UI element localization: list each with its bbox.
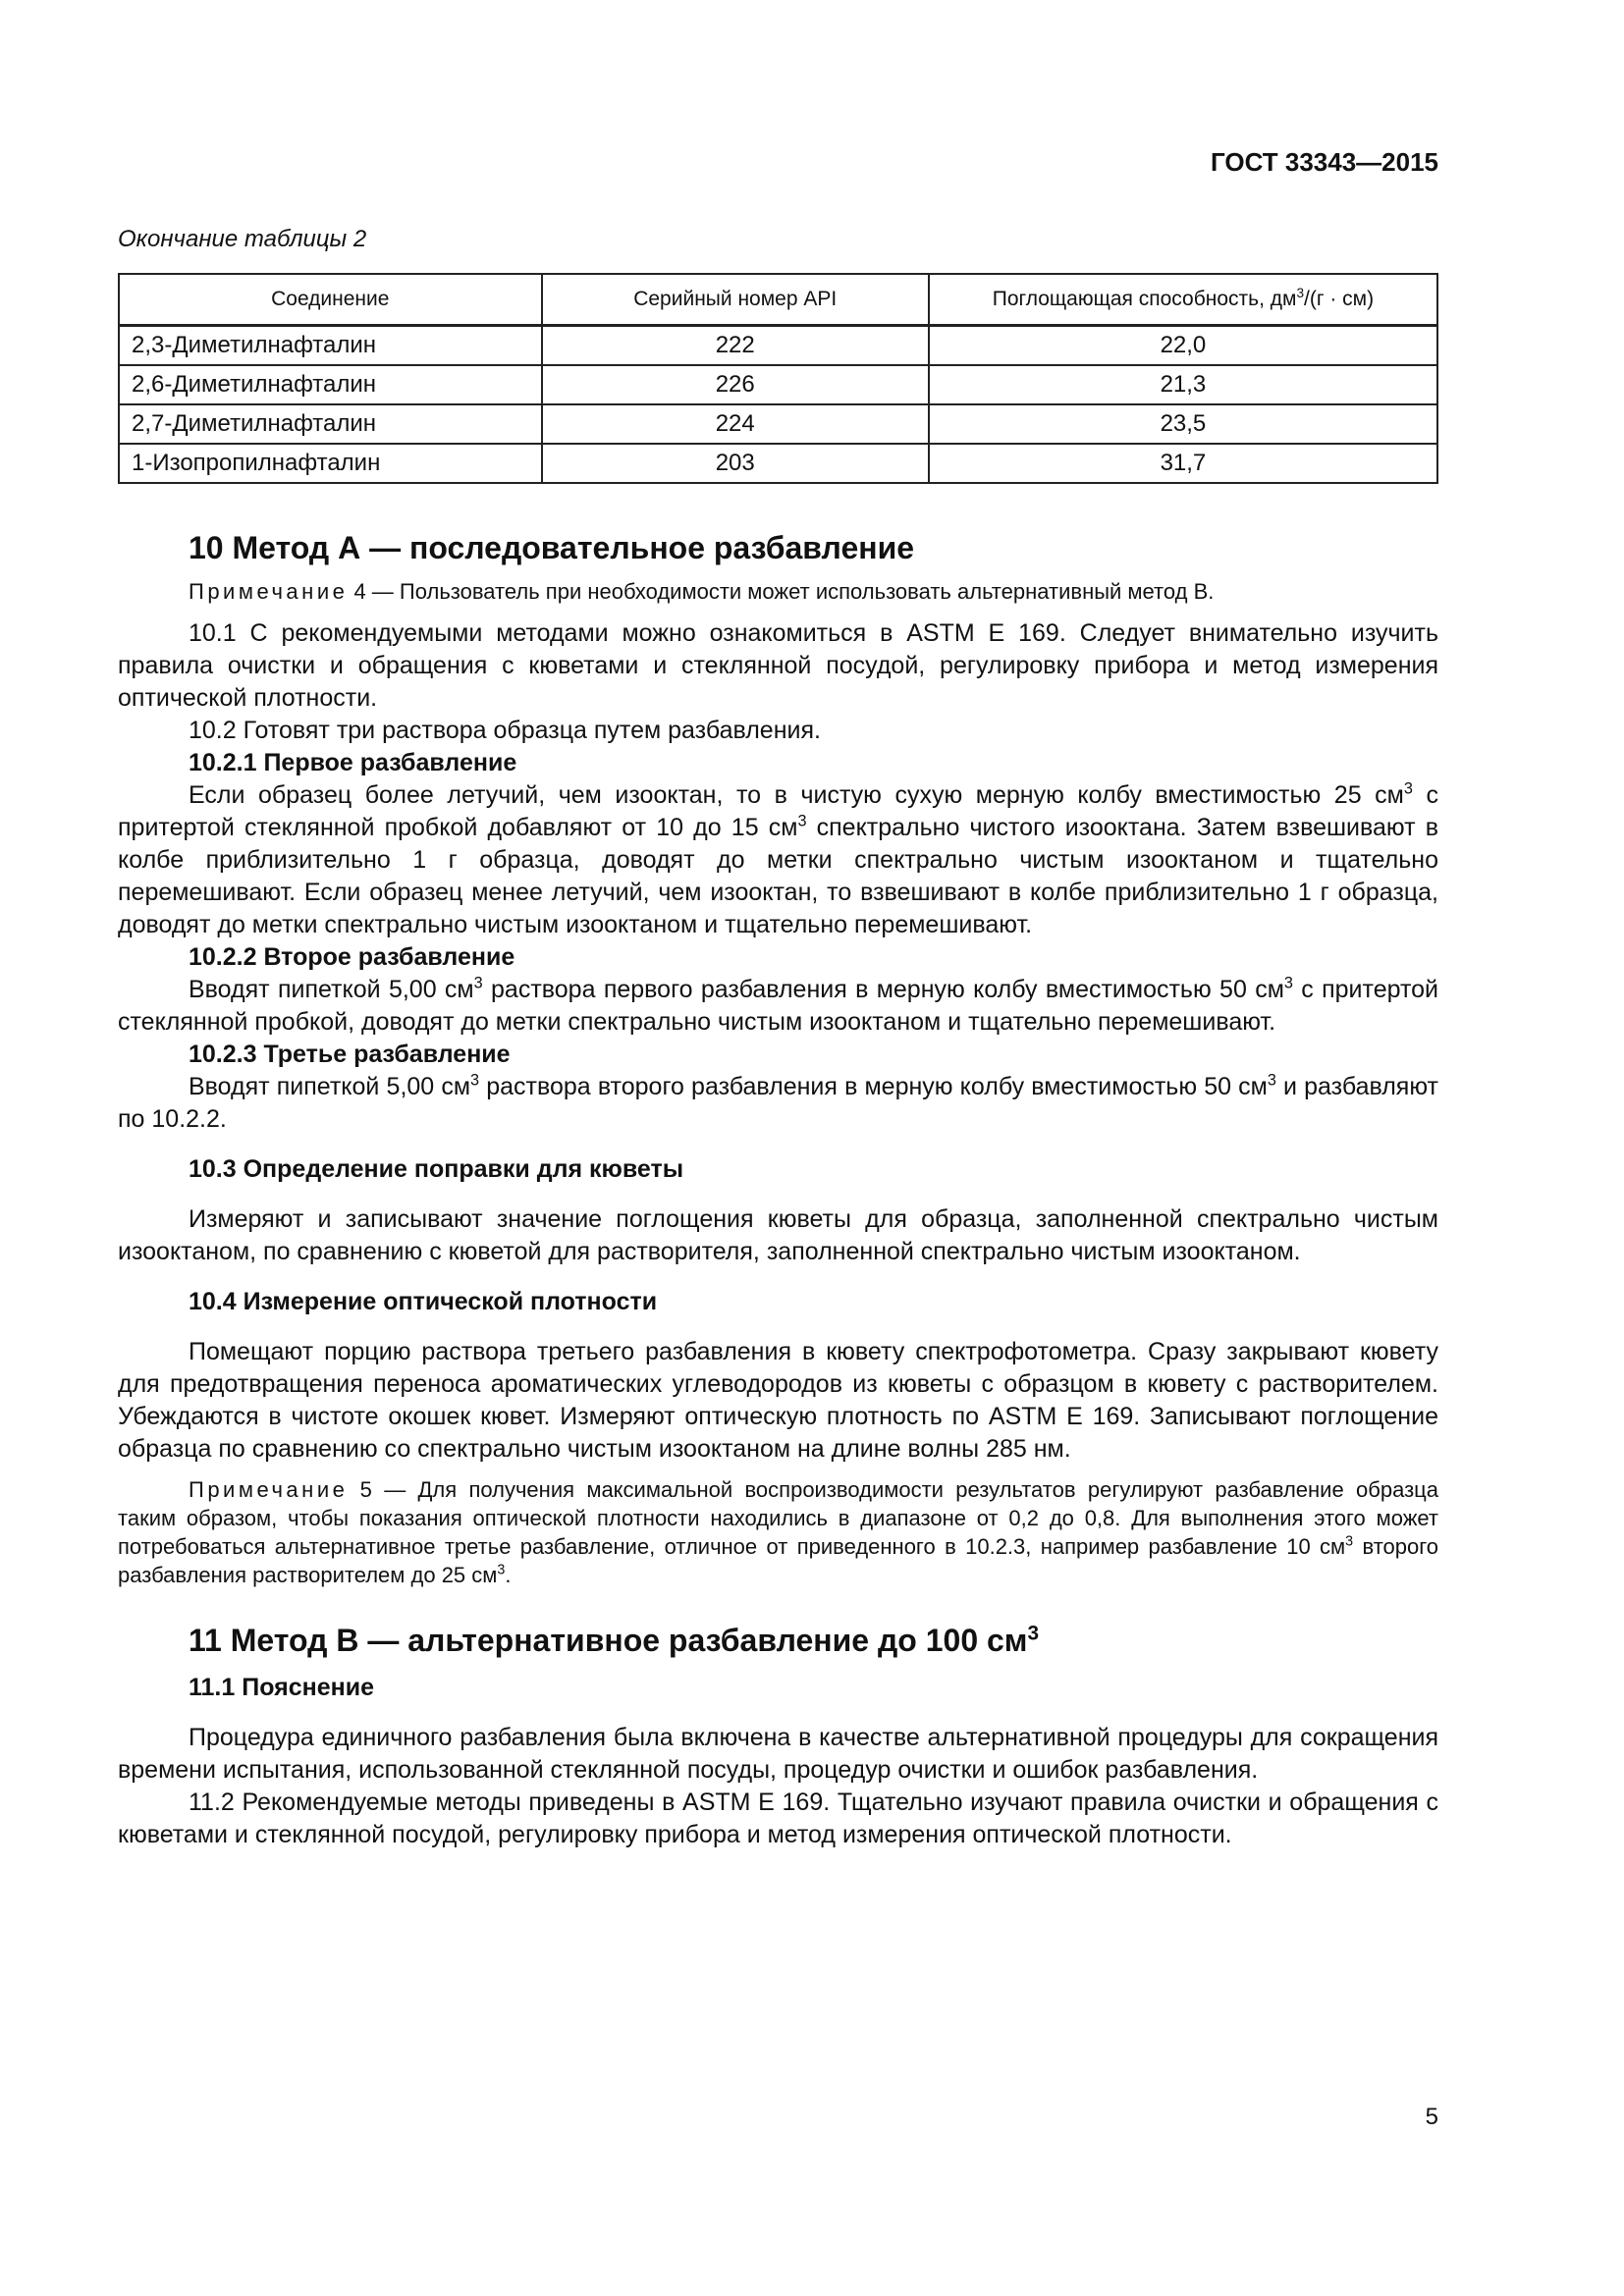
subheading-10-2-1: 10.2.1 Первое разбавление	[189, 749, 517, 776]
para-10-4: Помещают порцию раствора третьего разбавления в кювету спектрофотометра. Сразу закрывают кювету для предотвращения переноса ароматических углеводородов из кюветы с образцом в кювету с растворителем. Убеждаются в чистоте окошек кювет. Измеряют оптическую плотность по ASTM E 169. Записывают поглощение образца по сравнению со спектрально чистым изооктаном на длине волны 285 нм.	[118, 1338, 1438, 1463]
page-number: 5	[1425, 2104, 1438, 2130]
subheading-10-4: 10.4 Измерение оптической плотности	[189, 1288, 658, 1315]
para-10-2-3: Вводят пипеткой 5,00 $см^3$ раствора второго разбавления в мерную колбу вместимостью 50 $см^3$ и разбавляют по 10.2.2.	[118, 1071, 1438, 1133]
note-4: Примечание 4 — Пользователь при необходимости может использовать альтернативный метод В.	[189, 579, 1215, 604]
para-10-1: 10.1 С рекомендуемыми методами можно ознакомиться в ASTM E 169. Следует внимательно изучить правила очистки и обращения с кюветами и стеклянной посудой, регулировку прибора и метод измерения оптической плотности.	[118, 619, 1438, 712]
cell-absorptivity: 21,3	[929, 365, 1437, 404]
subheading-10-3: 10.3 Определение поправки для кюветы	[189, 1155, 684, 1183]
note-5: Примечание 5 — Для получения максимальной воспроизводимости результатов регулируют разбавление образца таким образом, чтобы показания оптической плотности находились в диапазоне от 0,2 до 0,8. Для выполнения этого может потребоваться альтернативное третье разбавление, отличное от приведенного в 10.2.3, например разбавление 10 $см^3$ второго разбавления растворителем до 25 $см^3$.	[118, 1477, 1438, 1587]
para-11-2: 11.2 Рекомендуемые методы приведены в ASTM E 169. Тщательно изучают правила очистки и обращения с кюветами и стеклянной посудой, регулировку прибора и метод измерения оптической плотности.	[118, 1789, 1438, 1848]
cell-absorptivity: 22,0	[929, 326, 1437, 366]
cell-compound: 2,6-Диметилнафталин	[119, 365, 542, 404]
subheading-11-1: 11.1 Пояснение	[189, 1674, 375, 1701]
col-header-absorptivity: Поглощающая способность, $дм^3/(г \cdot см)$	[929, 274, 1437, 326]
cell-absorptivity: 23,5	[929, 404, 1437, 444]
subheading-10-2-3: 10.2.3 Третье разбавление	[189, 1041, 511, 1068]
para-11-1: Процедура единичного разбавления была включена в качестве альтернативной процедуры для сокращения времени испытания, использованной стеклянной посуды, процедур очистки и ошибок разбавления.	[118, 1724, 1438, 1784]
cell-api-number: 224	[542, 404, 929, 444]
section-11-title: 11 Метод В — альтернативное разбавление до 100 $см^3$	[189, 1622, 1040, 1658]
col-header-api-number: Серийный номер API	[542, 274, 929, 326]
subheading-10-2-2: 10.2.2 Второе разбавление	[189, 943, 515, 971]
cell-compound: 1-Изопропилнафталин	[119, 444, 542, 483]
table-row	[119, 365, 1437, 404]
section-10-title: 10 Метод А — последовательное разбавление	[189, 530, 915, 565]
cell-api-number: 226	[542, 365, 929, 404]
document-body	[118, 520, 1438, 1851]
cell-absorptivity: 31,7	[929, 444, 1437, 483]
para-10-2-2: Вводят пипеткой 5,00 $см^3$ раствора первого разбавления в мерную колбу вместимостью 50 $см^3$ с притертой стеклянной пробкой, доводят до метки спектрально чистым изооктаном и тщательно перемешивают.	[118, 974, 1438, 1036]
col-header-compound: Соединение	[119, 274, 542, 326]
cell-api-number: 203	[542, 444, 929, 483]
table-row	[119, 404, 1437, 444]
document-id: ГОСТ 33343—2015	[1211, 147, 1438, 177]
table-caption: Окончание таблицы 2	[118, 226, 367, 252]
para-10-2-1: Если образец более летучий, чем изооктан, то в чистую сухую мерную колбу вместимостью 25 $см^3$ с притертой стеклянной пробкой добавляют от 10 до 15 $см^3$ спектрально чистого изооктана. Затем взвешивают в колбе приблизительно 1 г образца, доводят до метки спектрально чистым изооктаном и тщательно перемешивают. Если образец менее летучий, чем изооктан, то взвешивают в колбе приблизительно 1 г образца, доводят до метки спектрально чистым изооктаном и тщательно перемешивают.	[118, 779, 1438, 938]
table-header-row	[119, 274, 1437, 326]
data-table	[118, 273, 1438, 484]
cell-compound: 2,3-Диметилнафталин	[119, 326, 542, 366]
cell-api-number: 222	[542, 326, 929, 366]
para-10-2: 10.2 Готовят три раствора образца путем разбавления.	[189, 717, 821, 744]
cell-compound: 2,7-Диметилнафталин	[119, 404, 542, 444]
table-row	[119, 326, 1437, 366]
para-10-3: Измеряют и записывают значение поглощения кюветы для образца, заполненной спектрально чистым изооктаном, по сравнению с кюветой для растворителя, заполненной спектрально чистым изооктаном.	[118, 1205, 1438, 1265]
table-row	[119, 444, 1437, 483]
